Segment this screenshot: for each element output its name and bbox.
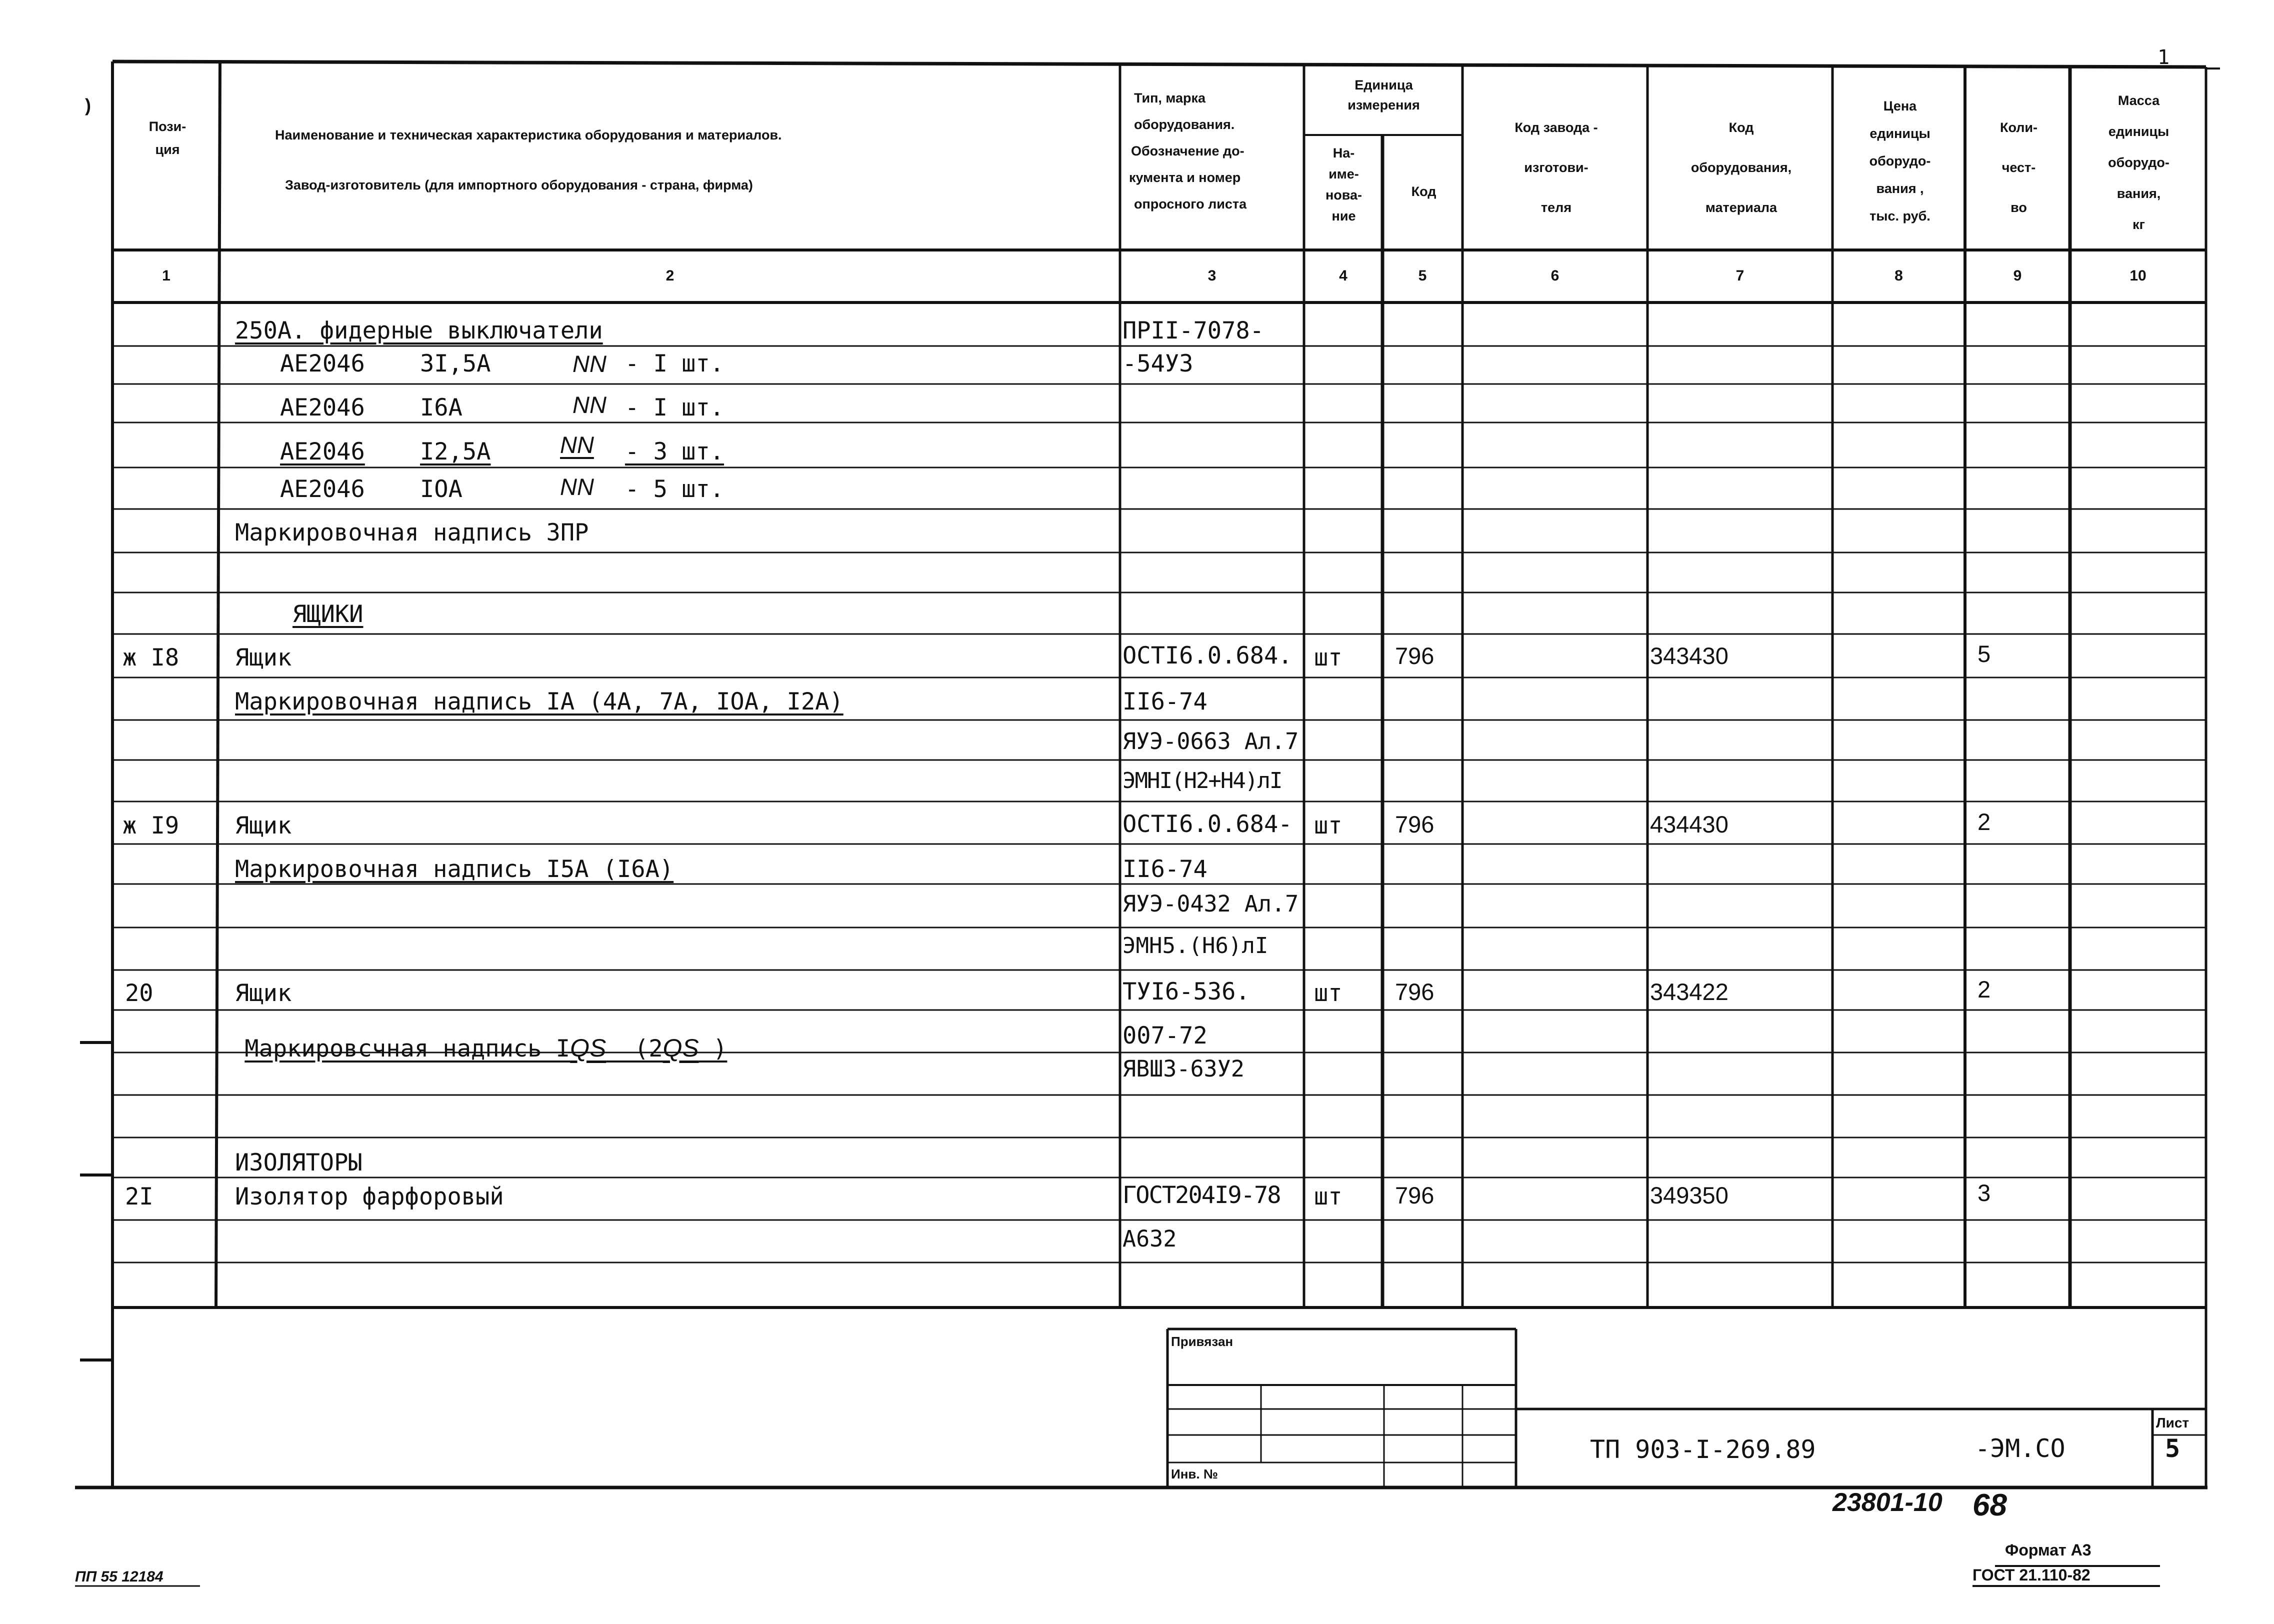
row-name: Ящик	[235, 812, 292, 840]
col-header-position-line: Пози-	[148, 119, 186, 134]
handwritten-archive-number: 23801-10	[1832, 1488, 1942, 1517]
col-header-name-line2: Завод-изготовитель (для импортного оборудования - страна, фирма)	[285, 178, 753, 192]
col-header-unit-line: Единица	[1354, 78, 1413, 92]
sheet-label: Лист	[2156, 1415, 2190, 1430]
row-name-part: Маркировсчная надпись I	[244, 1035, 570, 1062]
row-position: 2I	[125, 1183, 154, 1210]
row-doc: ГОСТ204I9-78	[1122, 1182, 1280, 1209]
col-header-type-line: Обозначение до-	[1131, 144, 1244, 158]
col-header-qty-line: чест-	[2002, 160, 2036, 175]
col-header-name	[235, 110, 1015, 210]
col-header-unit-line: измерения	[1348, 98, 1420, 112]
stamp-bound-label: Привязан	[1171, 1334, 1234, 1349]
stamp-inv-label: Инв. №	[1171, 1466, 1218, 1482]
col-header-factory-line: изготови-	[1524, 160, 1588, 175]
row-doc: ЯВШЗ-63У2	[1122, 1056, 1244, 1082]
row-position: 20	[125, 980, 154, 1007]
sheet-number: 5	[2165, 1434, 2180, 1463]
left-code-label: ПП 55 12184	[75, 1568, 164, 1585]
col-header-quantity	[1968, 108, 2070, 228]
col-number: 1	[162, 268, 170, 284]
row-equipment-code: 434430	[1650, 811, 1728, 838]
handwritten-page-number: 68	[1972, 1488, 2007, 1522]
row-quantity: 5	[1978, 640, 1991, 667]
row-name	[235, 1024, 727, 1062]
col-number: 7	[1736, 268, 1744, 284]
breaker-qty: - I шт.	[625, 394, 724, 422]
row-name: Маркировочная надпись IА (4А, 7А, IОА, I2А)	[235, 688, 844, 716]
row-doc: II6-74	[1122, 856, 1208, 883]
corner-page-number: 1	[2158, 46, 2170, 69]
row-doc: ЭМНI(Н2+Н4)лI	[1122, 768, 1282, 794]
breaker-current: IОА	[420, 476, 462, 503]
breaker-current: I6А	[420, 394, 462, 422]
col-header-price-line: Цена	[1883, 98, 1917, 114]
row-unit-code: 796	[1395, 642, 1434, 669]
row-doc: ПРII-7078-	[1122, 317, 1264, 344]
col-header-mass-line: вания,	[2116, 186, 2161, 201]
row-doc: ЭМН5.(Н6)лI	[1122, 933, 1268, 958]
col-header-price-line: оборудо-	[1869, 154, 1931, 168]
col-header-unit-name	[1305, 142, 1382, 226]
col-header-name-line1: Наименование и техническая характеристика оборудования и материалов.	[275, 128, 782, 142]
row-unit-code: 796	[1395, 811, 1434, 838]
col-header-eqcode-line: материала	[1705, 200, 1778, 215]
col-header-type-line: оборудования.	[1134, 117, 1235, 132]
sheet-code: -ЭМ.СО	[1975, 1434, 2066, 1463]
section-heading: ЯЩИКИ	[292, 600, 364, 628]
col-header-mass-line: оборудо-	[2108, 155, 2170, 170]
col-header-price-line: тыс. руб.	[1870, 208, 1930, 224]
col-header-eqcode-line: Код	[1728, 120, 1754, 135]
col-header-factory-line: Код завода -	[1514, 120, 1598, 135]
row-doc: ЯУЭ-0663 Ал.7	[1122, 728, 1299, 754]
breaker-current: I2,5А	[420, 438, 491, 466]
row-name: 250А. фидерные выключатели	[235, 317, 603, 344]
row-doc: 007-72	[1122, 1022, 1208, 1050]
col-header-position-line: ция	[155, 142, 180, 157]
col-header-unit-name-line: име-	[1328, 166, 1359, 182]
row-name-part: )	[698, 1035, 728, 1062]
row-name: Изолятор фарфоровый	[235, 1183, 504, 1210]
row-name: Маркировочная надпись I5А (I6А)	[235, 856, 674, 883]
row-position: ж I8	[122, 644, 180, 672]
breaker-qty: - I шт.	[625, 350, 724, 378]
breaker-qty: - 5 шт.	[625, 476, 724, 503]
breaker-model: АЕ2046	[280, 476, 365, 503]
row-doc: ТУI6-536.	[1122, 978, 1250, 1006]
col-header-price-line: единицы	[1870, 126, 1930, 141]
row-quantity: 2	[1978, 976, 1991, 1002]
row-name: Ящик	[235, 980, 292, 1007]
qs-mark: QS	[570, 1034, 606, 1062]
col-header-price	[1835, 92, 1965, 230]
row-equipment-code: 343422	[1650, 978, 1728, 1005]
col-header-unit-group	[1305, 75, 1462, 115]
col-number: 8	[1894, 268, 1903, 284]
col-header-equipment-code	[1650, 108, 1832, 228]
breaker-mark: NN	[560, 474, 594, 500]
row-name: Ящик	[235, 644, 292, 672]
row-name-part: (2	[606, 1035, 663, 1062]
col-number: 9	[2013, 268, 2022, 284]
qs-mark: QS	[662, 1034, 699, 1062]
edge-mark: )	[85, 95, 91, 116]
col-header-price-line: вания ,	[1876, 181, 1924, 196]
col-header-qty-line: Коли-	[2000, 120, 2038, 135]
breaker-model: АЕ2046	[280, 350, 365, 378]
breaker-current: 3I,5А	[420, 350, 491, 378]
col-header-qty-line: во	[2010, 200, 2027, 215]
breaker-mark: NN	[560, 432, 594, 458]
row-unit: шт	[1314, 644, 1342, 672]
row-doc: ЯУЭ-0432 Ал.7	[1122, 890, 1299, 917]
col-header-type	[1125, 85, 1300, 218]
col-header-unit-code: Код	[1411, 184, 1436, 199]
breaker-qty: - 3 шт.	[625, 438, 724, 466]
section-heading: ИЗОЛЯТОРЫ	[235, 1149, 362, 1176]
col-number: 6	[1550, 268, 1560, 284]
row-position: ж I9	[122, 812, 180, 840]
row-quantity: 3	[1978, 1180, 1991, 1206]
gost-label: ГОСТ 21.110-82	[1972, 1566, 2090, 1584]
row-doc: -54УЗ	[1122, 350, 1194, 378]
breaker-model: АЕ2046	[280, 438, 365, 466]
col-header-factory-line: теля	[1540, 200, 1572, 215]
col-header-eqcode-line: оборудования,	[1690, 160, 1792, 175]
row-unit: шт	[1314, 812, 1342, 840]
col-header-unit-name-line: На-	[1332, 146, 1355, 160]
row-equipment-code: 343430	[1650, 642, 1728, 669]
row-unit: шт	[1314, 980, 1342, 1007]
col-header-factory-code	[1465, 108, 1648, 228]
col-header-unit-name-line: ние	[1332, 208, 1356, 224]
breaker-mark: NN	[572, 392, 606, 418]
row-doc: II6-74	[1122, 688, 1208, 716]
col-header-mass-line: кг	[2132, 217, 2145, 232]
col-number: 5	[1418, 268, 1427, 284]
col-header-type-line: опросного листа	[1134, 196, 1247, 212]
format-label: Формат А3	[2005, 1541, 2092, 1559]
breaker-mark: NN	[572, 350, 606, 377]
col-number: 3	[1208, 268, 1216, 284]
col-header-type-line: кумента и номер	[1129, 170, 1241, 185]
row-unit-code: 796	[1395, 1182, 1434, 1208]
row-name: Маркировочная надпись ЗПР	[235, 519, 589, 546]
col-header-type-line: Тип, марка	[1134, 90, 1206, 106]
row-doc: ОСТI6.0.684.	[1122, 642, 1292, 670]
col-header-mass-line: единицы	[2108, 124, 2170, 139]
col-header-position	[120, 115, 215, 161]
row-unit: шт	[1314, 1183, 1342, 1210]
row-equipment-code: 349350	[1650, 1182, 1728, 1208]
row-unit-code: 796	[1395, 978, 1434, 1005]
col-header-unit-name-line: нова-	[1325, 188, 1362, 202]
row-doc: А632	[1122, 1226, 1177, 1252]
col-number: 2	[666, 268, 674, 284]
col-number: 4	[1339, 268, 1348, 284]
col-header-mass	[2072, 85, 2205, 240]
document-number: ТП 903-I-269.89	[1590, 1435, 1816, 1464]
breaker-model: АЕ2046	[280, 394, 365, 422]
col-number: 10	[2130, 268, 2146, 284]
col-header-mass-line: Масса	[2118, 93, 2160, 108]
row-doc: ОСТI6.0.684-	[1122, 810, 1292, 838]
row-quantity: 2	[1978, 808, 1991, 835]
